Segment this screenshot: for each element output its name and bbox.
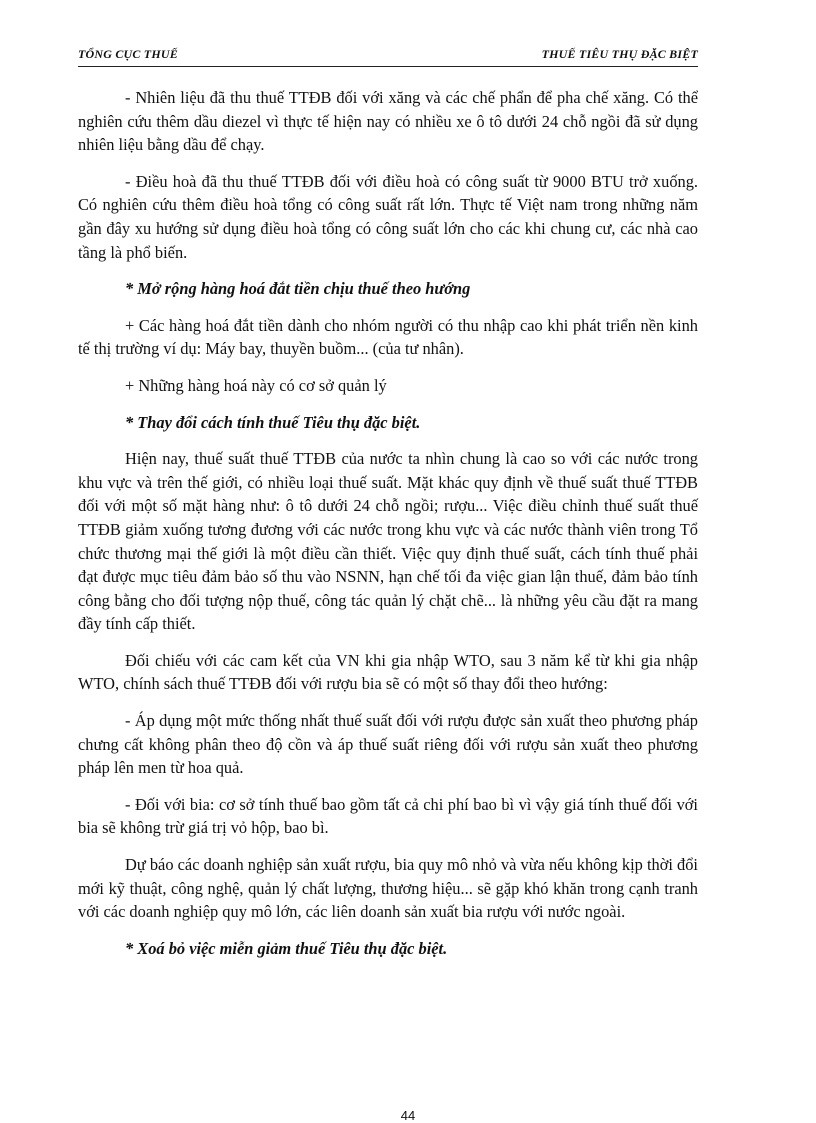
paragraph: + Các hàng hoá đắt tiền dành cho nhóm người có thu nhập cao khi phát triển nền kinh tế thị trường ví dụ: Máy bay, thuyền buồm... (của tư nhân). xyxy=(78,315,698,359)
paragraph: Hiện nay, thuế suất thuế TTĐB của nước ta nhìn chung là cao so với các nước trong khu vực và trên thế giới, có nhiều loại thuế suất. Mặt khác quy định về thuế suất thuế TTĐB đối với một số mặt hàng như: ô tô dưới 24 chỗ ngồi; rượu... Việc điều chỉnh thuế suất thuế TTĐB giảm xuống tương đương với các nước trong khu vực và các nước thành viên trong Tổ chức thương mại thế giới là một điều cần thiết. Việc quy định thuế suất, cách tính thuế phải đạt được mục tiêu đảm bảo số thu vào NSNN, hạn chế tối đa việc gian lận thuế, đảm bảo tính công bằng cho đối tượng nộp thuế, công tác quản lý chặt chẽ... là những yêu cầu đặt ra mang đầy tính cấp thiết. xyxy=(78,449,698,634)
section-heading: * Thay đổi cách tính thuế Tiêu thụ đặc biệt. xyxy=(125,412,421,432)
section-heading: * Xoá bỏ việc miễn giảm thuế Tiêu thụ đặc biệt. xyxy=(125,938,448,958)
document-body xyxy=(78,86,698,973)
header-right: THUẾ TIÊU THỤ ĐẶC BIỆT xyxy=(541,47,698,61)
section-heading: * Mở rộng hàng hoá đắt tiền chịu thuế theo hướng xyxy=(125,279,471,299)
header-rule xyxy=(78,66,698,67)
header-left: TỔNG CỤC THUẾ xyxy=(78,47,178,61)
paragraph: - Áp dụng một mức thống nhất thuế suất đối với rượu được sản xuất theo phương pháp chưng cất không phân theo độ cồn và áp thuế suất riêng đối với rượu sản xuất theo phương pháp lên men từ hoa quả. xyxy=(78,711,698,778)
paragraph: - Đối với bia: cơ sở tính thuế bao gồm tất cả chi phí bao bì vì vậy giá tính thuế đối với bia sẽ không trừ giá trị vỏ hộp, bao bì. xyxy=(78,794,698,838)
paragraph: + Những hàng hoá này có cơ sở quản lý xyxy=(125,375,387,395)
paragraph: - Điều hoà đã thu thuế TTĐB đối với điều hoà có công suất từ 9000 BTU trở xuống. Có nghiên cứu thêm điều hoà tổng có công suất rất lớn. Thực tế Việt nam trong những năm gần đây xu hướng sử dụng điều hoà tổng có công suất lớn cho các khi chung cư, các nhà cao tầng là phổ biến. xyxy=(78,171,698,262)
paragraph: - Nhiên liệu đã thu thuế TTĐB đối với xăng và các chế phẩn để pha chế xăng. Có thể nghiên cứu thêm dầu diezel vì thực tế hiện nay có nhiều xe ô tô dưới 24 chỗ ngồi đã sử dụng nhiên liệu bằng dầu để chạy. xyxy=(78,88,698,155)
page-number: 44 xyxy=(400,1108,416,1123)
paragraph: Dự báo các doanh nghiệp sản xuất rượu, bia quy mô nhỏ và vừa nếu không kịp thời đổi mới kỹ thuật, công nghệ, quản lý chất lượng, thương hiệu... sẽ gặp khó khăn trong cạnh tranh với các doanh nghiệp quy mô lớn, các liên doanh sản xuất bia rượu với nước ngoài. xyxy=(78,855,698,922)
paragraph: Đối chiếu với các cam kết của VN khi gia nhập WTO, sau 3 năm kể từ khi gia nhập WTO, chính sách thuế TTĐB đối với rượu bia sẽ có một số thay đổi theo hướng: xyxy=(78,650,698,694)
page-header xyxy=(78,47,698,62)
